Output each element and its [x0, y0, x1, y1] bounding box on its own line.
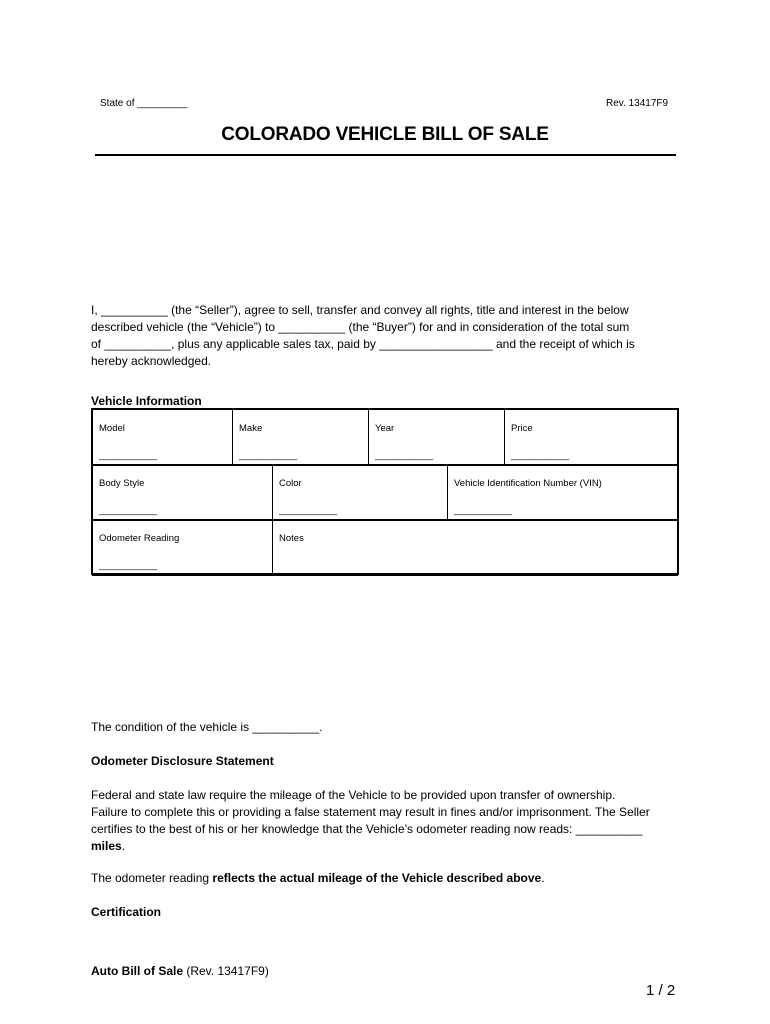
vin-blank[interactable]: ___________ [454, 505, 513, 516]
vehicle-info-heading: Vehicle Information [91, 394, 202, 408]
disclosure-line: certifies to the best of his or her knowledge that the Vehicle’s odometer reading now reads: __________ [91, 822, 643, 836]
intro-line: of __________, plus any applicable sales tax, paid by _________________ and the receipt of which is [91, 337, 635, 351]
page-number: 1 / 2 [646, 982, 676, 999]
vehicle-info-row-3 [92, 519, 678, 576]
reflect-bold: reflects the actual mileage of the Vehicle described above [212, 871, 542, 885]
model-cell [93, 410, 233, 466]
disclosure-line: Failure to complete this or providing a false statement may result in fines and/or imprisonment. The Seller [91, 805, 650, 819]
model-label: Model [99, 423, 125, 434]
notes-label: Notes [279, 533, 304, 544]
footer-bold: Auto Bill of Sale [91, 964, 184, 978]
color-cell [273, 465, 448, 521]
odometer-disclosure-heading: Odometer Disclosure Statement [91, 754, 274, 768]
model-blank[interactable]: ___________ [99, 450, 158, 461]
title-divider [95, 154, 676, 156]
vehicle-info-row-2 [92, 464, 678, 521]
intro-line: I, __________ (the “Seller”), agree to sell, transfer and convey all rights, title and interest in the below [91, 303, 629, 317]
year-label: Year [375, 423, 395, 434]
footer-label [91, 964, 269, 978]
color-blank[interactable]: ___________ [279, 505, 338, 516]
odometer-label: Odometer Reading [99, 533, 180, 544]
certification-heading: Certification [91, 905, 162, 919]
odometer-disclosure-text [91, 787, 681, 855]
condition-line: The condition of the vehicle is __________. [91, 720, 323, 734]
reflect-prefix: The odometer reading [91, 871, 213, 885]
body-style-label: Body Style [99, 478, 145, 489]
intro-paragraph [91, 302, 681, 370]
miles-word: miles [91, 839, 122, 853]
vin-label: Vehicle Identification Number (VIN) [454, 478, 602, 489]
notes-cell[interactable] [273, 520, 678, 576]
revision-label: Rev. 13417F9 [606, 98, 669, 109]
document-title: COLORADO VEHICLE BILL OF SALE [221, 124, 549, 145]
body-style-cell [93, 465, 273, 521]
odometer-cell [93, 520, 273, 576]
miles-period: . [121, 839, 126, 853]
make-cell [233, 410, 369, 466]
intro-line: hereby acknowledged. [91, 354, 212, 368]
state-line: State of _________ [100, 98, 188, 109]
year-blank[interactable]: ___________ [375, 450, 434, 461]
price-label: Price [511, 423, 533, 434]
intro-line: described vehicle (the “Vehicle”) to __________ (the “Buyer”) for and in consideration of the total sum [91, 320, 630, 334]
make-blank[interactable]: ___________ [239, 450, 298, 461]
price-blank[interactable]: ___________ [511, 450, 570, 461]
color-label: Color [279, 478, 302, 489]
footer-rev: (Rev. 13417F9) [183, 964, 269, 978]
make-label: Make [239, 423, 263, 434]
vin-cell [448, 465, 678, 521]
price-cell [505, 410, 678, 466]
disclosure-line: Federal and state law require the mileage of the Vehicle to be provided upon transfer of ownership. [91, 788, 616, 802]
odometer-blank[interactable]: ___________ [99, 560, 158, 571]
year-cell [369, 410, 505, 466]
reflect-period: . [541, 871, 545, 885]
odometer-reflects-line [91, 871, 545, 885]
body-style-blank[interactable]: ___________ [99, 505, 158, 516]
vehicle-info-row-1 [92, 409, 678, 466]
disclosure-line [91, 838, 681, 855]
